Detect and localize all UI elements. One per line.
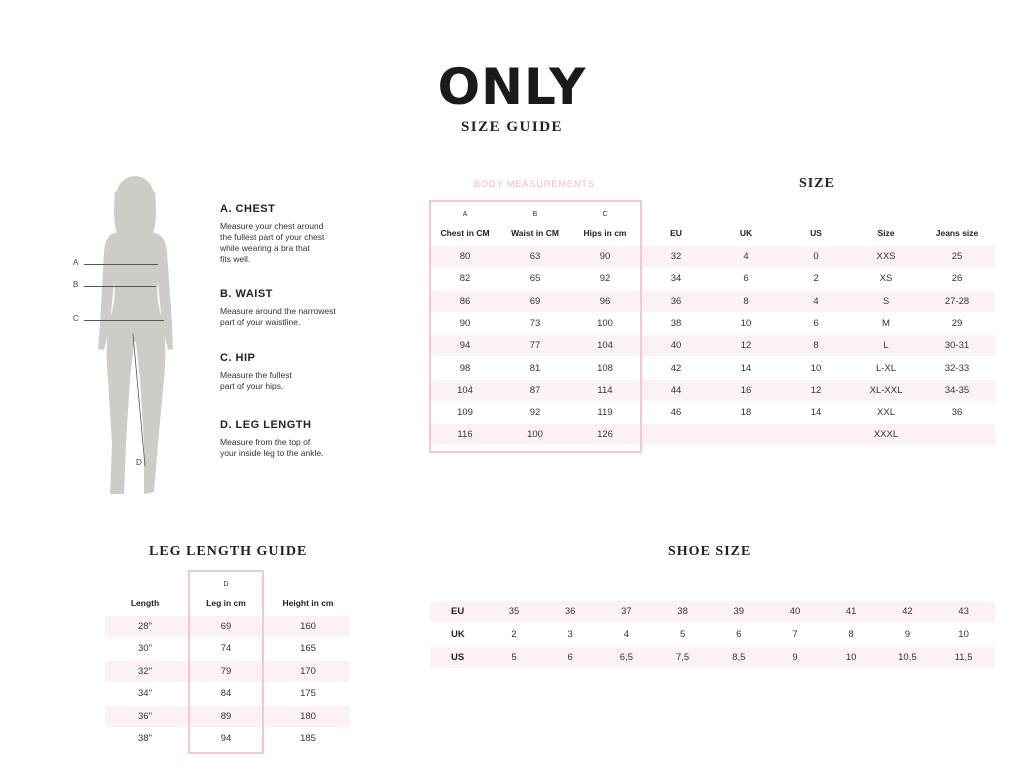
hip-line <box>84 320 164 321</box>
table-cell: M <box>882 317 890 329</box>
table-cell: 43 <box>958 606 969 617</box>
table-cell: 16 <box>740 384 752 396</box>
table-cell: 90 <box>599 251 611 262</box>
column-header: Jeans size <box>935 228 979 238</box>
table-cell: XS <box>879 273 893 285</box>
table-cell: 119 <box>597 407 613 419</box>
table-cell: 8 <box>743 295 749 307</box>
column-header: Leg in cm <box>206 598 246 608</box>
table-cell: XXL <box>877 407 895 419</box>
shoe-size-title: SHOE SIZE <box>668 544 752 559</box>
column-letter: C <box>602 211 608 218</box>
table-cell: 94 <box>220 733 232 744</box>
table-cell: 108 <box>597 362 613 374</box>
table-cell: 5 <box>679 629 686 640</box>
table-cell: 32" <box>138 665 152 677</box>
table-cell: 4 <box>743 251 749 262</box>
table-cell: 37 <box>621 606 632 617</box>
body-measurements-label: BODY MEASUREMENTS <box>474 179 595 189</box>
table-cell: 7 <box>792 629 798 640</box>
table-cell: 9 <box>904 629 911 640</box>
table-cell: 36 <box>670 295 682 307</box>
table-cell: L <box>883 340 889 352</box>
table-cell: 41 <box>845 606 857 617</box>
column-header: Chest in CM <box>440 228 490 238</box>
table-cell: 29 <box>951 317 963 329</box>
measure-chest <box>220 203 360 265</box>
table-cell: 40 <box>670 340 682 352</box>
table-cell: 65 <box>529 273 541 285</box>
table-cell: 100 <box>527 429 543 441</box>
table-cell: 6 <box>567 652 573 663</box>
table-cell: 9 <box>792 652 798 663</box>
measure-waist-desc <box>220 306 360 328</box>
table-cell: 26 <box>951 273 963 285</box>
column-header: EU <box>670 228 682 238</box>
table-cell: 34" <box>138 688 152 700</box>
table-cell: 3 <box>567 629 573 640</box>
table-cell: 38" <box>138 733 152 744</box>
table-cell: 6,5 <box>619 652 633 663</box>
table-cell: 12 <box>810 384 822 396</box>
table-cell: 34-35 <box>944 384 970 396</box>
table-cell: 180 <box>300 710 316 722</box>
table-cell: 100 <box>597 317 613 329</box>
table-cell: 94 <box>459 340 471 352</box>
table-cell: 69 <box>529 295 541 307</box>
table-cell: 32-33 <box>944 362 970 374</box>
body-silhouette-figure <box>88 174 183 499</box>
table-cell: 90 <box>459 317 471 329</box>
shoe-row-label: UK <box>451 629 465 640</box>
marker-b: B <box>73 280 79 289</box>
table-cell: 2 <box>813 273 819 285</box>
table-cell: 36 <box>951 407 963 419</box>
desc-line: Measure your chest around <box>220 221 324 231</box>
measure-leg-title: D. LEG LENGTH <box>220 419 312 431</box>
table-cell: 38 <box>677 606 688 617</box>
table-cell: 7,5 <box>675 652 690 663</box>
column-letter: A <box>462 211 468 218</box>
marker-d: D <box>136 458 142 467</box>
chest-line <box>84 264 158 265</box>
column-header: Length <box>130 598 160 608</box>
measure-leg-desc <box>220 437 360 459</box>
table-cell: 25 <box>951 251 963 262</box>
desc-line: part of your waistline. <box>220 317 301 327</box>
table-cell: 104 <box>597 340 613 352</box>
table-cell: 92 <box>529 407 541 419</box>
shoe-row-label: US <box>451 652 465 663</box>
desc-line: the fullest part of your chest <box>220 232 325 242</box>
measure-hip <box>220 352 360 392</box>
table-cell: 77 <box>529 340 541 352</box>
measure-hip-desc <box>220 370 360 392</box>
table-cell: 42 <box>902 606 913 617</box>
table-cell: 82 <box>459 273 471 285</box>
table-cell: 96 <box>599 295 611 307</box>
waist-line <box>84 286 156 287</box>
table-cell: 8 <box>813 340 819 352</box>
size-title: SIZE <box>799 176 835 191</box>
desc-line: part of your hips. <box>220 381 284 391</box>
table-cell: 175 <box>300 688 316 700</box>
table-cell: 30-31 <box>944 340 970 352</box>
table-cell: 36" <box>138 710 152 722</box>
measure-waist-title: B. WAIST <box>220 288 273 300</box>
table-cell: 80 <box>459 251 471 262</box>
table-cell: 0 <box>813 251 819 262</box>
table-cell: 38 <box>670 317 682 329</box>
table-cell: 27-28 <box>944 295 970 307</box>
table-cell: 79 <box>220 665 232 677</box>
table-cell: 30" <box>138 643 152 655</box>
table-cell: 6 <box>743 273 749 285</box>
column-header: US <box>810 228 822 238</box>
measure-leg <box>220 419 360 459</box>
column-header: UK <box>739 228 753 238</box>
column-letter: D <box>223 581 229 588</box>
table-cell: S <box>882 295 890 307</box>
table-cell: 44 <box>670 384 682 396</box>
table-cell: 5 <box>511 652 517 663</box>
table-cell: 39 <box>733 606 745 617</box>
table-cell: 104 <box>457 384 473 396</box>
marker-c: C <box>73 314 79 323</box>
table-cell: 10 <box>810 362 822 374</box>
table-cell: 126 <box>597 429 613 441</box>
table-cell: 10 <box>958 629 969 640</box>
column-header: Waist in CM <box>511 228 559 238</box>
table-cell: 4 <box>813 295 819 307</box>
table-cell: 89 <box>220 710 232 722</box>
table-cell: 35 <box>508 606 520 617</box>
measure-hip-title: C. HIP <box>220 352 256 364</box>
table-cell: 14 <box>810 407 822 419</box>
table-cell: 8 <box>848 629 854 640</box>
table-cell: 63 <box>529 251 541 262</box>
table-cell: 2 <box>511 629 517 640</box>
table-cell: 116 <box>457 429 473 441</box>
table-cell: 14 <box>740 362 752 374</box>
desc-line: Measure around the narrowest <box>220 306 336 316</box>
column-header: Hips in cm <box>583 228 627 238</box>
table-cell: 32 <box>670 251 682 262</box>
table-cell: 69 <box>220 621 232 632</box>
desc-line: your inside leg to the ankle. <box>220 448 324 458</box>
table-cell: 74 <box>220 643 232 655</box>
shoe-row-label: EU <box>451 606 465 617</box>
column-header: Height in cm <box>282 598 334 608</box>
page-title: SIZE GUIDE <box>460 119 564 135</box>
leg-length-title: LEG LENGTH GUIDE <box>149 544 308 559</box>
table-cell: 81 <box>529 362 541 374</box>
table-cell: 87 <box>529 384 541 396</box>
table-cell: 185 <box>300 733 316 744</box>
table-cell: 42 <box>670 362 682 374</box>
table-cell: 170 <box>300 665 316 677</box>
table-cell: 6 <box>736 629 742 640</box>
desc-line: fits well. <box>220 254 251 264</box>
table-cell: 12 <box>740 340 752 352</box>
table-cell: 92 <box>599 273 611 285</box>
measure-chest-desc <box>220 221 360 265</box>
table-cell: 46 <box>670 407 682 419</box>
desc-line: while wearing a bra that <box>220 243 310 253</box>
table-cell: 4 <box>623 629 630 640</box>
table-cell: 34 <box>670 273 682 285</box>
measure-chest-title: A. CHEST <box>220 203 276 215</box>
table-cell: 10 <box>740 317 752 329</box>
table-cell: 10 <box>845 652 857 663</box>
table-cell: 6 <box>813 317 819 329</box>
measure-waist <box>220 288 360 328</box>
table-cell: 160 <box>300 621 316 632</box>
table-cell: 36 <box>564 606 576 617</box>
column-letter: B <box>532 211 538 218</box>
table-cell: 10,5 <box>898 652 917 663</box>
table-cell: 86 <box>459 295 471 307</box>
table-cell: XXS <box>876 251 896 262</box>
marker-a: A <box>73 258 79 267</box>
desc-line: Measure from the top of <box>220 437 311 447</box>
table-cell: 109 <box>457 407 473 419</box>
brand-logo: ONLY <box>437 58 587 116</box>
table-cell: XL-XXL <box>869 384 903 396</box>
table-cell: 98 <box>459 362 471 374</box>
table-cell: XXXL <box>873 429 899 441</box>
table-cell: 84 <box>220 688 232 700</box>
table-cell: 40 <box>789 606 801 617</box>
table-cell: 73 <box>529 317 541 329</box>
table-cell: 18 <box>740 407 752 419</box>
table-cell: 165 <box>300 643 316 655</box>
table-cell: 11,5 <box>954 652 973 663</box>
column-header: Size <box>877 228 895 238</box>
table-cell: 8,5 <box>732 652 746 663</box>
desc-line: Measure the fullest <box>220 370 292 380</box>
table-cell: 28" <box>138 621 152 632</box>
table-cell: L-XL <box>875 362 897 374</box>
table-cell: 114 <box>597 384 613 396</box>
